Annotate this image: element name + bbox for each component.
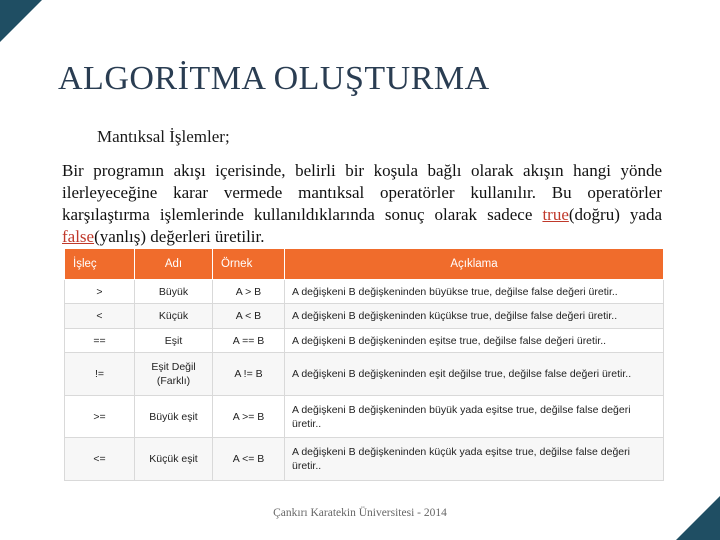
cell-name: Küçük eşit xyxy=(135,438,213,481)
slide-subtitle: Mantıksal İşlemler; xyxy=(97,127,230,146)
cell-operator: == xyxy=(65,328,135,352)
cell-name: Büyük eşit xyxy=(135,395,213,438)
header-description: Açıklama xyxy=(285,249,664,280)
header-example: Örnek xyxy=(213,249,285,280)
header-name: Adı xyxy=(135,249,213,280)
cell-operator: > xyxy=(65,280,135,304)
cell-name: Büyük xyxy=(135,280,213,304)
footer-text: Çankırı Karatekin Üniversitesi - 2014 xyxy=(273,507,447,519)
cell-name: Küçük xyxy=(135,304,213,328)
keyword-true: true xyxy=(542,205,569,224)
table-row xyxy=(65,328,664,352)
cell-description: A değişkeni B değişkeninden küçükse true, değilse false değeri üretir.. xyxy=(285,304,664,328)
cell-example: A < B xyxy=(213,304,285,328)
table-row xyxy=(65,353,664,396)
cell-example: A <= B xyxy=(213,438,285,481)
cell-operator: < xyxy=(65,304,135,328)
cell-name: Eşit xyxy=(135,328,213,352)
paragraph-part-1: Bir programın akışı içerisinde, belirli bir koşula bağlı olarak akışın hangi yönde ilerleyeceğine karar vermede mantıksal operatörler kullanılır. Bu operatörler karşılaştırma işlemlerinde kullanıldıklarında sonuç olarak sadece xyxy=(62,161,662,224)
cell-example: A != B xyxy=(213,353,285,396)
cell-example: A == B xyxy=(213,328,285,352)
cell-description: A değişkeni B değişkeninden eşit değilse true, değilse false değeri üretir.. xyxy=(285,353,664,396)
table-row xyxy=(65,438,664,481)
header-operator: İşleç xyxy=(65,249,135,280)
keyword-false: false xyxy=(62,227,95,246)
table-row xyxy=(65,280,664,304)
operators-table xyxy=(64,248,664,481)
body-paragraph xyxy=(62,160,662,248)
slide-title: ALGORİTMA OLUŞTURMA xyxy=(58,60,490,97)
paragraph-part-2: (doğru) yada xyxy=(568,205,662,224)
cell-example: A >= B xyxy=(213,395,285,438)
cell-name: Eşit Değil (Farklı) xyxy=(135,353,213,396)
cell-description: A değişkeni B değişkeninden küçük yada eşitse true, değilse false değeri üretir.. xyxy=(285,438,664,481)
cell-description: A değişkeni B değişkeninden büyük yada eşitse true, değilse false değeri üretir.. xyxy=(285,395,664,438)
paragraph-part-3: (yanlış) değerleri üretilir. xyxy=(94,227,265,246)
cell-description: A değişkeni B değişkeninden eşitse true, değilse false değeri üretir.. xyxy=(285,328,664,352)
cell-operator: != xyxy=(65,353,135,396)
table-header-row xyxy=(65,249,664,280)
cell-description: A değişkeni B değişkeninden büyükse true, değilse false değeri üretir.. xyxy=(285,280,664,304)
cell-example: A > B xyxy=(213,280,285,304)
table-row xyxy=(65,395,664,438)
corner-decoration-top-left xyxy=(0,0,42,42)
cell-operator: >= xyxy=(65,395,135,438)
cell-operator: <= xyxy=(65,438,135,481)
table-row xyxy=(65,304,664,328)
